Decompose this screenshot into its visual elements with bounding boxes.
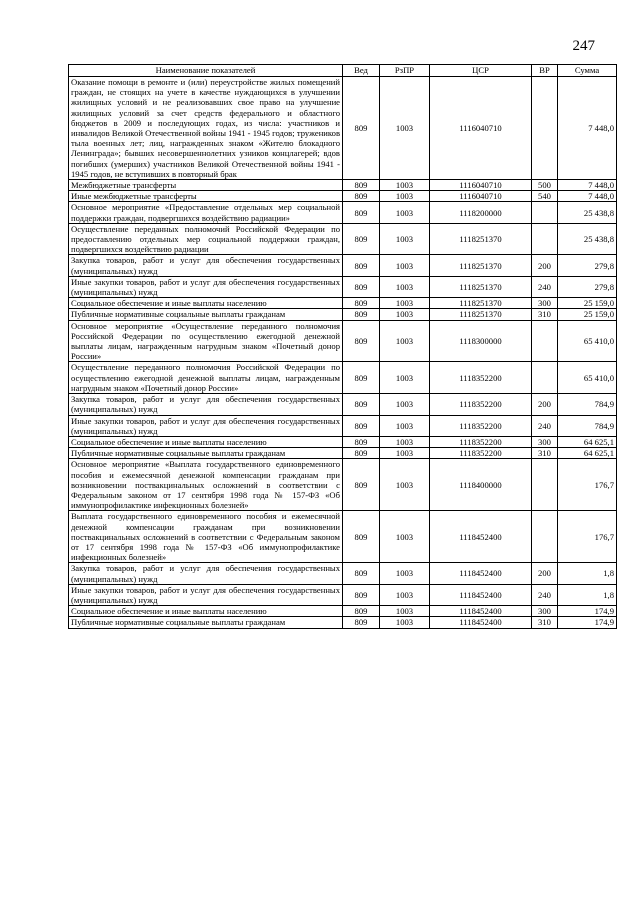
cell-name: Иные закупки товаров, работ и услуг для обеспечения государственных (муниципальных) нужд xyxy=(69,584,343,605)
cell-rzpr: 1003 xyxy=(380,606,430,617)
cell-sum: 784,9 xyxy=(558,415,617,436)
cell-vr: 310 xyxy=(532,448,558,459)
cell-csr: 1118452400 xyxy=(430,617,532,628)
cell-ved: 809 xyxy=(343,459,380,511)
cell-vr: 540 xyxy=(532,191,558,202)
cell-name: Иные закупки товаров, работ и услуг для обеспечения государственных (муниципальных) нужд xyxy=(69,415,343,436)
cell-csr: 1116040710 xyxy=(430,180,532,191)
table-row xyxy=(69,77,617,180)
table-row xyxy=(69,320,617,362)
cell-csr: 1118352200 xyxy=(430,448,532,459)
cell-csr: 1118251370 xyxy=(430,276,532,297)
table-row xyxy=(69,394,617,415)
cell-vr: 300 xyxy=(532,436,558,447)
cell-sum: 279,8 xyxy=(558,255,617,276)
cell-rzpr: 1003 xyxy=(380,309,430,320)
cell-vr xyxy=(532,511,558,563)
cell-name: Публичные нормативные социальные выплаты гражданам xyxy=(69,617,343,628)
cell-csr: 1118452400 xyxy=(430,563,532,584)
table-row xyxy=(69,223,617,255)
table-row xyxy=(69,255,617,276)
cell-ved: 809 xyxy=(343,223,380,255)
cell-csr: 1118400000 xyxy=(430,459,532,511)
cell-csr: 1118251370 xyxy=(430,223,532,255)
cell-name: Иные закупки товаров, работ и услуг для обеспечения государственных (муниципальных) нужд xyxy=(69,276,343,297)
cell-csr: 1118352200 xyxy=(430,362,532,394)
cell-vr: 200 xyxy=(532,394,558,415)
cell-vr xyxy=(532,77,558,180)
table-row xyxy=(69,511,617,563)
cell-rzpr: 1003 xyxy=(380,448,430,459)
cell-sum: 279,8 xyxy=(558,276,617,297)
cell-rzpr: 1003 xyxy=(380,298,430,309)
cell-vr: 240 xyxy=(532,415,558,436)
cell-ved: 809 xyxy=(343,362,380,394)
cell-sum: 174,9 xyxy=(558,606,617,617)
cell-vr xyxy=(532,459,558,511)
cell-name: Социальное обеспечение и иные выплаты населению xyxy=(69,606,343,617)
cell-csr: 1118200000 xyxy=(430,202,532,223)
cell-csr: 1118251370 xyxy=(430,298,532,309)
cell-sum: 25 159,0 xyxy=(558,298,617,309)
cell-csr: 1116040710 xyxy=(430,191,532,202)
cell-ved: 809 xyxy=(343,415,380,436)
cell-ved: 809 xyxy=(343,202,380,223)
cell-name: Иные межбюджетные трансферты xyxy=(69,191,343,202)
cell-ved: 809 xyxy=(343,298,380,309)
cell-sum: 7 448,0 xyxy=(558,191,617,202)
cell-name: Публичные нормативные социальные выплаты гражданам xyxy=(69,309,343,320)
header-name: Наименование показателей xyxy=(69,65,343,77)
cell-csr: 1118300000 xyxy=(430,320,532,362)
cell-csr: 1118251370 xyxy=(430,309,532,320)
cell-sum: 1,8 xyxy=(558,563,617,584)
cell-csr: 1118352200 xyxy=(430,394,532,415)
table-header-row xyxy=(69,65,617,77)
table-row xyxy=(69,180,617,191)
cell-name: Основное мероприятие «Выплата государственного единовременного пособия и ежемесячной денежной компенсации гражданам при возникновении поствакцинальных осложнений в соответствии с Федеральным законом от 17 сентября 1998 года № 157-ФЗ «Об иммунопрофилактике инфекционных болезней» xyxy=(69,459,343,511)
cell-vr: 310 xyxy=(532,617,558,628)
cell-sum: 7 448,0 xyxy=(558,180,617,191)
budget-table xyxy=(68,64,617,629)
cell-ved: 809 xyxy=(343,320,380,362)
cell-vr: 300 xyxy=(532,606,558,617)
cell-sum: 64 625,1 xyxy=(558,436,617,447)
cell-sum: 784,9 xyxy=(558,394,617,415)
cell-sum: 1,8 xyxy=(558,584,617,605)
cell-name: Социальное обеспечение и иные выплаты населению xyxy=(69,436,343,447)
table-row xyxy=(69,436,617,447)
table-row xyxy=(69,448,617,459)
cell-name: Межбюджетные трансферты xyxy=(69,180,343,191)
cell-vr: 240 xyxy=(532,276,558,297)
cell-sum: 25 159,0 xyxy=(558,309,617,320)
cell-csr: 1118352200 xyxy=(430,436,532,447)
cell-name: Закупка товаров, работ и услуг для обеспечения государственных (муниципальных) нужд xyxy=(69,394,343,415)
cell-name: Основное мероприятие «Предоставление отдельных мер социальной поддержки граждан, подвергшихся воздействию радиации» xyxy=(69,202,343,223)
table-row xyxy=(69,191,617,202)
cell-ved: 809 xyxy=(343,394,380,415)
cell-name: Основное мероприятие «Осуществление переданного полномочия Российской Федерации по осуществлению ежегодной денежной выплаты лицам, награжденным нагрудным знаком «Почетный донор России» xyxy=(69,320,343,362)
cell-csr: 1118452400 xyxy=(430,511,532,563)
cell-rzpr: 1003 xyxy=(380,415,430,436)
cell-sum: 176,7 xyxy=(558,459,617,511)
cell-sum: 174,9 xyxy=(558,617,617,628)
cell-rzpr: 1003 xyxy=(380,584,430,605)
table-row xyxy=(69,459,617,511)
cell-rzpr: 1003 xyxy=(380,617,430,628)
cell-sum: 7 448,0 xyxy=(558,77,617,180)
page-number: 247 xyxy=(572,38,595,54)
cell-vr xyxy=(532,362,558,394)
header-rzpr: РзПР xyxy=(380,65,430,77)
cell-rzpr: 1003 xyxy=(380,394,430,415)
table-row xyxy=(69,584,617,605)
cell-sum: 65 410,0 xyxy=(558,362,617,394)
table-row xyxy=(69,298,617,309)
cell-ved: 809 xyxy=(343,606,380,617)
cell-ved: 809 xyxy=(343,584,380,605)
cell-vr: 310 xyxy=(532,309,558,320)
cell-rzpr: 1003 xyxy=(380,362,430,394)
cell-vr: 300 xyxy=(532,298,558,309)
cell-ved: 809 xyxy=(343,180,380,191)
cell-ved: 809 xyxy=(343,77,380,180)
cell-ved: 809 xyxy=(343,255,380,276)
table-row xyxy=(69,309,617,320)
cell-ved: 809 xyxy=(343,436,380,447)
cell-sum: 25 438,8 xyxy=(558,223,617,255)
cell-csr: 1118251370 xyxy=(430,255,532,276)
cell-rzpr: 1003 xyxy=(380,436,430,447)
cell-name: Осуществление переданных полномочий Российской Федерации по предоставлению отдельных мер социальной поддержки граждан, подвергшихся воздействию радиации xyxy=(69,223,343,255)
cell-vr: 500 xyxy=(532,180,558,191)
cell-rzpr: 1003 xyxy=(380,276,430,297)
table-row xyxy=(69,606,617,617)
table-row xyxy=(69,617,617,628)
header-ved: Вед xyxy=(343,65,380,77)
cell-vr xyxy=(532,202,558,223)
cell-rzpr: 1003 xyxy=(380,563,430,584)
cell-rzpr: 1003 xyxy=(380,180,430,191)
cell-rzpr: 1003 xyxy=(380,255,430,276)
cell-rzpr: 1003 xyxy=(380,77,430,180)
table-row xyxy=(69,362,617,394)
cell-name: Закупка товаров, работ и услуг для обеспечения государственных (муниципальных) нужд xyxy=(69,563,343,584)
header-sum: Сумма xyxy=(558,65,617,77)
table-row xyxy=(69,202,617,223)
cell-ved: 809 xyxy=(343,563,380,584)
cell-name: Публичные нормативные социальные выплаты гражданам xyxy=(69,448,343,459)
table-row xyxy=(69,415,617,436)
table-row xyxy=(69,276,617,297)
cell-sum: 176,7 xyxy=(558,511,617,563)
cell-rzpr: 1003 xyxy=(380,320,430,362)
table-row xyxy=(69,563,617,584)
cell-name: Оказание помощи в ремонте и (или) переустройстве жилых помещений граждан, не стоящих на учете в качестве нуждающихся в улучшении жилищных условий и не реализовавших свое право на улучшение жилищных условий за счет средств федерального и областного бюджетов в 2009 и последующих годах, из числа: участников и инвалидов Великой Отечественной войны 1941 - 1945 годов; тружеников тыла военных лет; лиц, награжденных знаком «Жителю блокадного Ленинграда»; бывших несовершеннолетних узников концлагерей; вдов погибших (умерших) участников Великой Отечественной войны 1941 - 1945 годов, не вступивших в повторный брак xyxy=(69,77,343,180)
cell-csr: 1118352200 xyxy=(430,415,532,436)
cell-ved: 809 xyxy=(343,309,380,320)
cell-csr: 1118452400 xyxy=(430,606,532,617)
cell-sum: 65 410,0 xyxy=(558,320,617,362)
cell-ved: 809 xyxy=(343,191,380,202)
cell-vr xyxy=(532,223,558,255)
cell-ved: 809 xyxy=(343,617,380,628)
cell-name: Социальное обеспечение и иные выплаты населению xyxy=(69,298,343,309)
cell-rzpr: 1003 xyxy=(380,511,430,563)
cell-vr: 240 xyxy=(532,584,558,605)
cell-csr: 1118452400 xyxy=(430,584,532,605)
cell-rzpr: 1003 xyxy=(380,223,430,255)
cell-vr xyxy=(532,320,558,362)
cell-name: Закупка товаров, работ и услуг для обеспечения государственных (муниципальных) нужд xyxy=(69,255,343,276)
cell-ved: 809 xyxy=(343,511,380,563)
cell-rzpr: 1003 xyxy=(380,459,430,511)
cell-ved: 809 xyxy=(343,448,380,459)
cell-rzpr: 1003 xyxy=(380,202,430,223)
cell-sum: 25 438,8 xyxy=(558,202,617,223)
cell-name: Выплата государственного единовременного пособия и ежемесячной денежной компенсации гражданам при возникновении поствакцинальных осложнений в соответствии с Федеральным законом от 17 сентября 1998 года № 157-ФЗ «Об иммунопрофилактике инфекционных болезней» xyxy=(69,511,343,563)
header-csr: ЦСР xyxy=(430,65,532,77)
cell-sum: 64 625,1 xyxy=(558,448,617,459)
header-vr: ВР xyxy=(532,65,558,77)
cell-vr: 200 xyxy=(532,563,558,584)
cell-vr: 200 xyxy=(532,255,558,276)
cell-name: Осуществление переданного полномочия Российской Федерации по осуществлению ежегодной денежной выплаты лицам, награжденным нагрудным знаком «Почетный донор России» xyxy=(69,362,343,394)
cell-csr: 1116040710 xyxy=(430,77,532,180)
cell-ved: 809 xyxy=(343,276,380,297)
cell-rzpr: 1003 xyxy=(380,191,430,202)
